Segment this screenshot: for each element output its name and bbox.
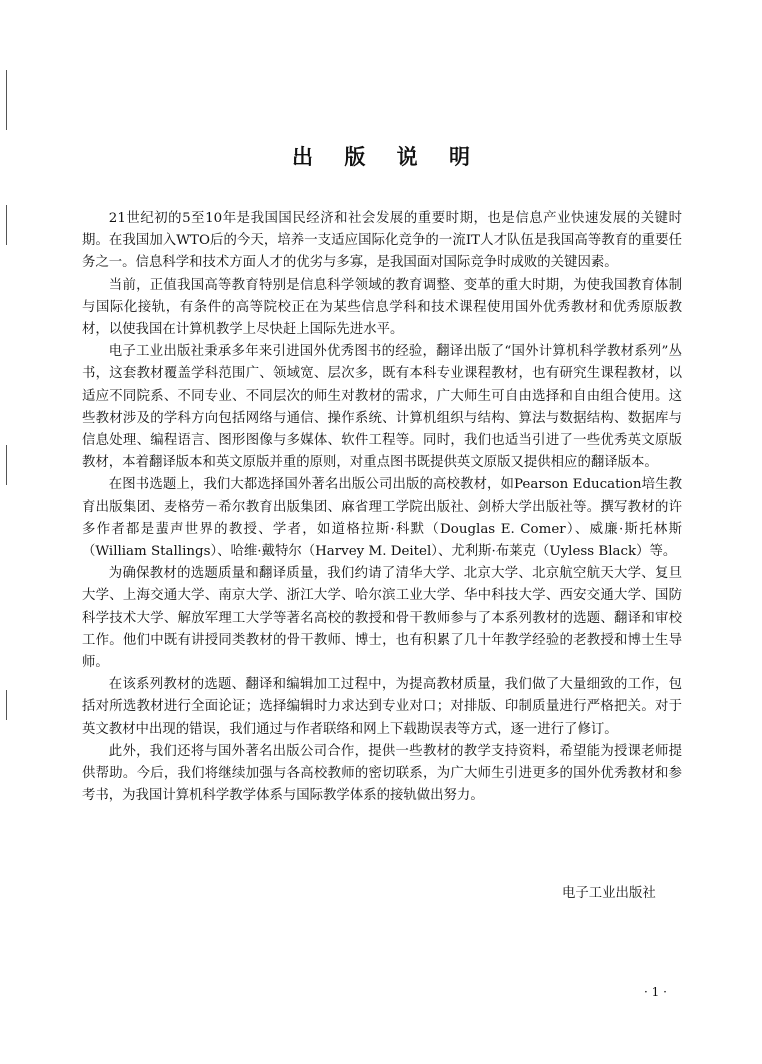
body-text xyxy=(82,208,682,807)
paragraph: 在图书选题上，我们大都选择国外著名出版公司出版的高校教材，如Pearson Education培生教育出版集团、麦格劳－希尔教育出版集团、麻省理工学院出版社、剑桥大学出版社等。撰写教材的许多作者都是蜚声世界的教授、学者，如道格拉斯·科默（Douglas E. Comer）、威廉·斯托林斯（William Stallings）、哈维·戴特尔（Harvey M. Deitel）、尤利斯·布莱克（Uyless Black）等。 xyxy=(82,477,682,560)
paragraph: 21世纪初的5至10年是我国国民经济和社会发展的重要时期，也是信息产业快速发展的关键时期。在我国加入WTO后的今天，培养一支适应国际化竞争的一流IT人才队伍是我国高等教育的重要任务之一。信息科学和技术方面人才的优劣与多寡，是我国面对国际竞争时成败的关键因素。 xyxy=(82,211,682,271)
paragraph: 电子工业出版社秉承多年来引进国外优秀图书的经验，翻译出版了“国外计算机科学教材系列”丛书，这套教材覆盖学科范围广、领域宽、层次多，既有本科专业课程教材，也有研究生课程教材，以适应不同院系、不同专业、不同层次的师生对教材的需求，广大师生可自由选择和自由组合使用。这些教材涉及的学科方向包括网络与通信、操作系统、计算机组织与结构、算法与数据结构、数据库与信息处理、编程语言、图形图像与多媒体、软件工程等。同时，我们也适当引进了一些优秀英文原版教材，本着翻译版本和英文原版并重的原则，对重点图书既提供英文原版又提供相应的翻译版本。 xyxy=(82,344,682,471)
scan-edge-mark xyxy=(6,70,7,130)
scan-edge-mark xyxy=(6,445,7,485)
paragraph: 此外，我们还将与国外著名出版公司合作，提供一些教材的教学支持资料，希望能为授课老师提供帮助。今后，我们将继续加强与各高校教师的密切联系，为广大师生引进更多的国外优秀教材和参考书，为我国计算机科学教学体系与国际教学体系的接轨做出努力。 xyxy=(82,743,682,804)
paragraph: 在该系列教材的选题、翻译和编辑加工过程中，为提高教材质量，我们做了大量细致的工作，包括对所选教材进行全面论证；选择编辑时力求达到专业对口；对排版、印制质量进行严格把关。对于英文教材中出现的错误，我们通过与作者联络和网上下载勘误表等方式，逐一进行了修订。 xyxy=(82,677,682,737)
page-title: 出 版 说 明 xyxy=(292,145,482,169)
paragraph: 当前，正值我国高等教育特别是信息科学领域的教育调整、变革的重大时期，为使我国教育体制与国际化接轨，有条件的高等院校正在为某些信息学科和技术课程使用国外优秀教材和优秀原版教材，以使我国在计算机教学上尽快赶上国际先进水平。 xyxy=(82,277,682,338)
paragraph: 为确保教材的选题质量和翻译质量，我们约请了清华大学、北京大学、北京航空航天大学、复旦大学、上海交通大学、南京大学、浙江大学、哈尔滨工业大学、华中科技大学、西安交通大学、国防科学技术大学、解放军理工大学等著名高校的教授和骨干教师参与了本系列教材的选题、翻译和审校工作。他们中既有讲授同类教材的骨干教师、博士，也有积累了几十年教学经验的老教授和博士生导师。 xyxy=(82,566,682,671)
page-number: · 1 · xyxy=(644,985,667,999)
scan-edge-mark xyxy=(6,690,7,720)
scan-edge-mark xyxy=(6,205,7,245)
publisher-signature: 电子工业出版社 xyxy=(562,886,656,901)
